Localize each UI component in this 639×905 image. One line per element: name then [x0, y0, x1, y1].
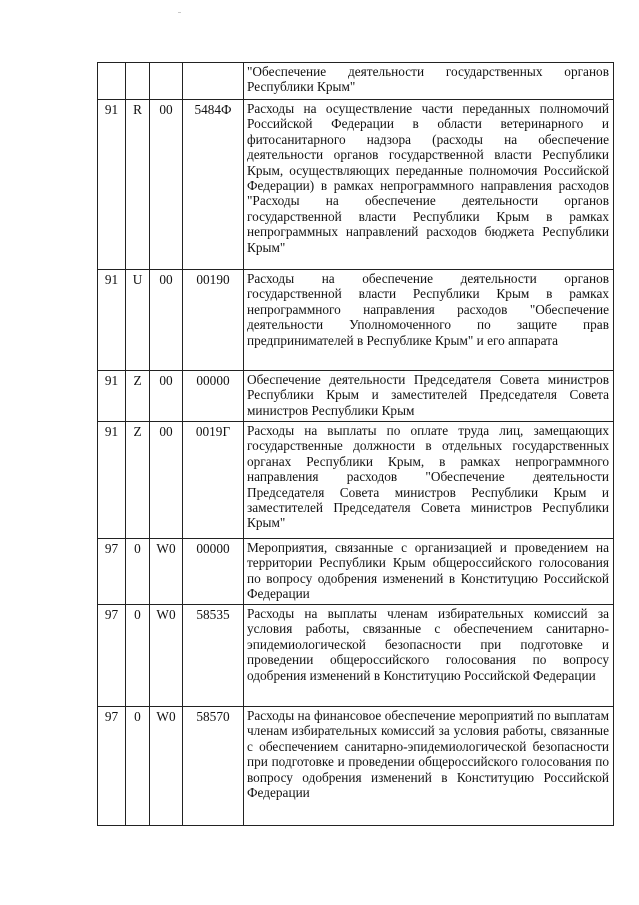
table-row	[98, 707, 614, 826]
subprogram-code-cell	[126, 63, 150, 100]
table-row	[98, 422, 614, 539]
program-code-cell	[98, 63, 126, 100]
description-cell	[244, 605, 614, 707]
direction-code-cell: 5484Ф	[183, 100, 244, 270]
scan-speck	[178, 12, 181, 13]
program-code-cell: 91	[98, 371, 126, 422]
program-code-cell: 97	[98, 707, 126, 826]
description-text: "Обеспечение деятельности государственных органов Республики Крым"	[247, 64, 609, 95]
table-row	[98, 270, 614, 371]
subprogram-code-cell: 0	[126, 707, 150, 826]
direction-code-cell	[183, 63, 244, 100]
table-row	[98, 371, 614, 422]
main-activity-code-cell: 00	[150, 100, 183, 270]
description-text: Расходы на выплаты членам избирательных комиссий за условия работы, связанные с обеспечением санитарно-эпидемиологической безопасности при подготовке и проведении общероссийского голосования по вопросу одобрения изменений в Конституцию Российской Федерации	[247, 606, 609, 683]
subprogram-code-cell: 0	[126, 539, 150, 605]
main-activity-code-cell: W0	[150, 707, 183, 826]
subprogram-code-cell: U	[126, 270, 150, 371]
direction-code-cell: 0019Г	[183, 422, 244, 539]
direction-code-cell: 00000	[183, 371, 244, 422]
description-cell	[244, 707, 614, 826]
description-text: Расходы на обеспечение деятельности органов государственной власти Республики Крым в рамках непрограммного направления расходов "Обеспечение деятельности Уполномоченного по защите прав предпринимателей в Республике Крым" и его аппарата	[247, 271, 609, 348]
table-row	[98, 63, 614, 100]
program-code-cell: 91	[98, 100, 126, 270]
description-cell	[244, 63, 614, 100]
description-text: Обеспечение деятельности Председателя Совета министров Республики Крым и заместителей Председателя Совета министров Республики Крым	[247, 372, 609, 418]
description-cell	[244, 371, 614, 422]
subprogram-code-cell: R	[126, 100, 150, 270]
description-text: Расходы на осуществление части переданных полномочий Российской Федерации в области ветеринарного и фитосанитарного надзора (расходы на обеспечение деятельности органов государственной власти Республики Крым, осуществляющих переданные полномочия Российской Федерации) в рамках непрограммного направления расходов "Расходы на обеспечение деятельности органов государственной власти Республики Крым в рамках непрограммных направлений расходов бюджета Республики Крым"	[247, 101, 609, 255]
program-code-cell: 97	[98, 605, 126, 707]
description-text: Расходы на выплаты по оплате труда лиц, замещающих государственные должности в отдельных государственных органах Республики Крым, в рамках непрограммного направления расходов "Обеспечение деятельности Председателя Совета министров Республики Крым и заместителей Председателя Совета министров Республики Крым"	[247, 423, 609, 531]
description-cell	[244, 100, 614, 270]
table-row	[98, 539, 614, 605]
description-cell	[244, 539, 614, 605]
description-text: Мероприятия, связанные с организацией и проведением на территории Республики Крым общероссийского голосования по вопросу одобрения изменений в Конституцию Российской Федерации	[247, 540, 609, 602]
direction-code-cell: 58535	[183, 605, 244, 707]
table-row	[98, 100, 614, 270]
description-text: Расходы на финансовое обеспечение мероприятий по выплатам членам избирательных комиссий за условия работы, связанные с обеспечением санитарно-эпидемиологической безопасности при подготовке и проведении общероссийского голосования по вопросу одобрения изменений в Конституцию Российской Федерации	[247, 708, 609, 801]
main-activity-code-cell: 00	[150, 422, 183, 539]
main-activity-code-cell: 00	[150, 371, 183, 422]
direction-code-cell: 00190	[183, 270, 244, 371]
main-activity-code-cell: W0	[150, 605, 183, 707]
main-activity-code-cell: 00	[150, 270, 183, 371]
program-code-cell: 97	[98, 539, 126, 605]
subprogram-code-cell: 0	[126, 605, 150, 707]
description-cell	[244, 422, 614, 539]
direction-code-cell: 58570	[183, 707, 244, 826]
main-activity-code-cell: W0	[150, 539, 183, 605]
subprogram-code-cell: Z	[126, 371, 150, 422]
description-cell	[244, 270, 614, 371]
program-code-cell: 91	[98, 270, 126, 371]
subprogram-code-cell: Z	[126, 422, 150, 539]
main-activity-code-cell	[150, 63, 183, 100]
program-code-cell: 91	[98, 422, 126, 539]
direction-code-cell: 00000	[183, 539, 244, 605]
table-row	[98, 605, 614, 707]
budget-classification-table	[97, 62, 614, 826]
